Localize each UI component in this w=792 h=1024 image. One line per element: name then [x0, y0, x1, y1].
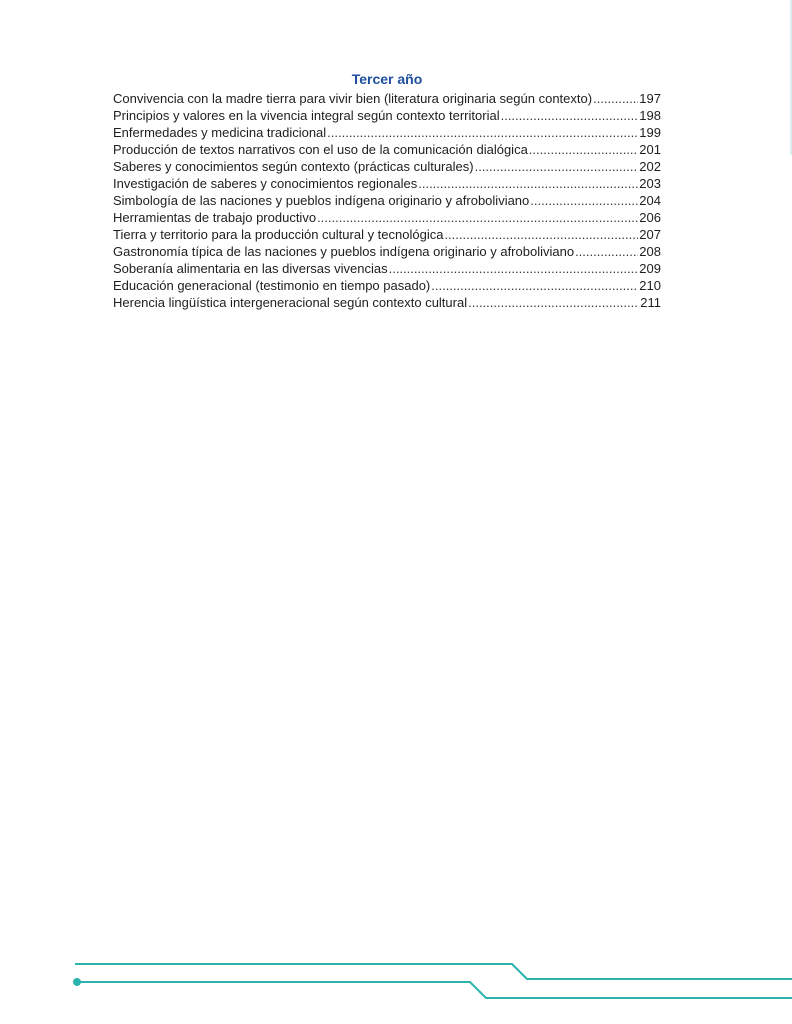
- toc-entry-label: Tierra y territorio para la producción cultural y tecnológica: [113, 227, 444, 242]
- toc-entry-label: Soberanía alimentaria en las diversas vivencias: [113, 261, 388, 276]
- footer-decoration: [0, 940, 792, 1024]
- toc-list: [113, 90, 661, 311]
- toc-entry-label: Investigación de saberes y conocimientos regionales: [113, 176, 418, 191]
- toc-entry-page: 201: [639, 142, 661, 157]
- dot-leader: [575, 243, 638, 260]
- toc-entry[interactable]: [113, 175, 661, 192]
- toc-entry-page: 204: [639, 193, 661, 208]
- toc-entry-label: Simbología de las naciones y pueblos indígena originario y afroboliviano: [113, 193, 530, 208]
- dot-leader: [475, 158, 639, 175]
- dot-leader: [317, 209, 638, 226]
- dot-leader: [431, 277, 638, 294]
- toc-entry-label: Producción de textos narrativos con el uso de la comunicación dialógica: [113, 142, 528, 157]
- dot-leader: [389, 260, 639, 277]
- toc-entry-page: 206: [639, 210, 661, 225]
- toc-entry[interactable]: [113, 107, 661, 124]
- toc-entry-page: 207: [639, 227, 661, 242]
- toc-entry-label: Herramientas de trabajo productivo: [113, 210, 317, 225]
- toc-entry-page: 202: [639, 159, 661, 174]
- footer-line-upper: [75, 964, 792, 979]
- toc-entry-label: Educación generacional (testimonio en tiempo pasado): [113, 278, 431, 293]
- toc-entry-page: 198: [639, 108, 661, 123]
- dot-leader: [530, 192, 638, 209]
- toc-entry[interactable]: [113, 260, 661, 277]
- dot-leader: [327, 124, 638, 141]
- toc-entry[interactable]: [113, 192, 661, 209]
- toc-entry-label: Principios y valores en la vivencia integral según contexto territorial: [113, 108, 500, 123]
- toc-entry-page: 199: [639, 125, 661, 140]
- toc-entry-page: 209: [639, 261, 661, 276]
- toc-entry[interactable]: [113, 141, 661, 158]
- toc-entry[interactable]: [113, 277, 661, 294]
- toc-entry-page: 208: [639, 244, 661, 259]
- dot-leader: [418, 175, 638, 192]
- toc-entry-page: 210: [639, 278, 661, 293]
- toc-entry-page: 211: [640, 295, 661, 310]
- table-of-contents: [113, 70, 661, 311]
- toc-entry-label: Herencia lingüística intergeneracional según contexto cultural: [113, 295, 468, 310]
- toc-entry-page: 197: [639, 91, 661, 106]
- toc-entry[interactable]: [113, 243, 661, 260]
- toc-entry-page: 203: [639, 176, 661, 191]
- toc-entry-label: Enfermedades y medicina tradicional: [113, 125, 327, 140]
- toc-entry[interactable]: [113, 294, 661, 311]
- toc-entry[interactable]: [113, 158, 661, 175]
- toc-entry[interactable]: [113, 90, 661, 107]
- toc-entry[interactable]: [113, 226, 661, 243]
- footer-dot-icon: [73, 978, 81, 986]
- toc-entry-label: Gastronomía típica de las naciones y pueblos indígena originario y afroboliviano: [113, 244, 575, 259]
- dot-leader: [501, 107, 639, 124]
- toc-entry[interactable]: [113, 209, 661, 226]
- dot-leader: [529, 141, 639, 158]
- dot-leader: [593, 90, 638, 107]
- footer-line-lower: [78, 982, 792, 998]
- section-title: Tercer año: [351, 71, 423, 87]
- dot-leader: [444, 226, 638, 243]
- toc-entry[interactable]: [113, 124, 661, 141]
- toc-entry-label: Convivencia con la madre tierra para vivir bien (literatura originaria según contexto): [113, 91, 593, 106]
- dot-leader: [468, 294, 639, 311]
- toc-entry-label: Saberes y conocimientos según contexto (prácticas culturales): [113, 159, 474, 174]
